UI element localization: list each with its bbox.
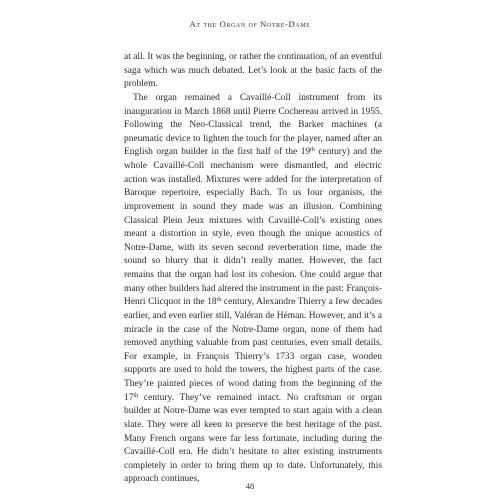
page-number: 48 bbox=[245, 481, 255, 491]
paragraph-text-segment: century, Alexandre Thierry a few decades earlier, and even earlier still, Valéran de Héman. However, and it’s a miracle in the case of the Notre-Dame organ, none of them had removed anything valuable from past centuries, even small details. For example, in François Thierry’s 1733 organ case, wooden supports are used to hold the towers, the highest parts of the case. They’re painted pieces of wood dating from the beginning of the 17 bbox=[124, 297, 382, 403]
century-ordinal: th bbox=[216, 297, 222, 304]
paragraph-text-segment: The organ remained a Cavaillé-Coll instrument from its inauguration in March 1868 until Pierre Cochereau arrived in 1955. Following the Neo-Classical trend, the Barker machines (a pneumatic device to lighten the touch for the player, named after an English organ builder in the first half of the 19 bbox=[124, 92, 382, 158]
body-text bbox=[124, 51, 382, 487]
century-ordinal: th bbox=[133, 392, 139, 399]
paragraph-text-segment: century. They’ve remained intact. No craftsman or organ builder at Notre-Dame was ever tempted to start again with a clean slate. They were all keen to preserve the best heritage of the past. Many French organs were far less fortunate, including during the Cavaillé-Coll era. He didn’t hesitate to alter existing instruments completely in order to bring them up to date. Unfortunately, this approach continues, bbox=[124, 392, 382, 485]
paragraph-text-segment: century) and the whole Cavaillé-Coll mechanism were dismantled, and electric action was installed. Mixtures were added for the interpretation of Baroque repertoire, especially Bach. To us four organists, the improvement in sound they made was an illusion. Combining Classical Plein Jeux mixtures with Cavaillé-Coll’s existing ones meant a distortion in style, even though the unique acoustics of Notre-Dame, with its seven second reverberation time, made the sound so blurry that it didn’t really matter. However, the fact remains that the organ had lost its cohesion. One could argue that many other builders had altered the instrument in the past: François-Henri Clicquot in the 18 bbox=[124, 147, 382, 308]
paragraph-continuation: at all. It was the beginning, or rather the continuation, of an eventful saga which was much debated. Let’s look at the basic facts of the problem. bbox=[124, 52, 382, 90]
century-ordinal: th bbox=[310, 147, 315, 154]
running-head: At the Organ of Notre-Dame bbox=[189, 19, 311, 29]
paragraph-organ-history bbox=[124, 92, 382, 487]
